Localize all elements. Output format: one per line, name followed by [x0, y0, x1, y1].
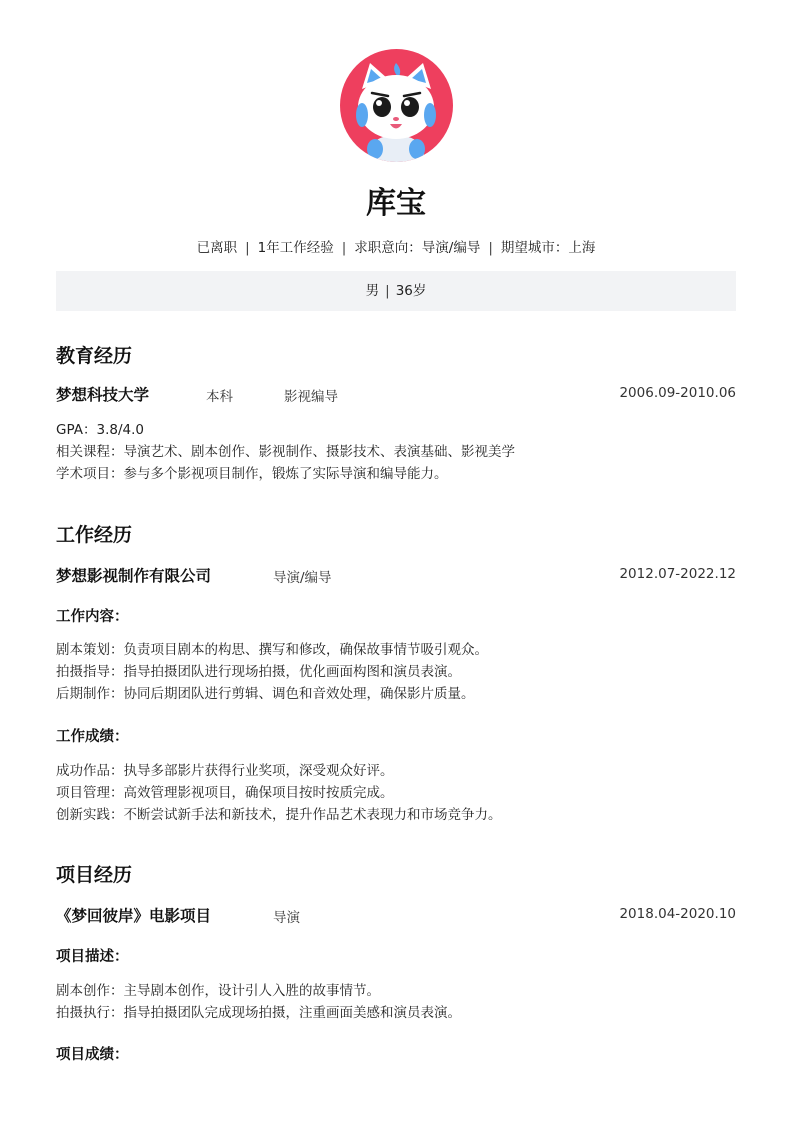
list-item: 成功作品：执导多部影片获得行业奖项，深受观众好评。 [56, 763, 394, 779]
project-desc-list [56, 980, 736, 1024]
employment-status: 已离职 [196, 240, 238, 256]
work-achievement-list [56, 760, 736, 826]
candidate-name: 库宝 [366, 186, 426, 221]
gpa-line: GPA：3.8/4.0 [56, 422, 144, 438]
school-name: 梦想科技大学 [56, 386, 150, 404]
separator: | [341, 240, 347, 256]
project-desc-title: 项目描述： [56, 949, 129, 965]
job-meta-line [0, 236, 792, 256]
work-experience: 1年工作经验 [257, 240, 334, 256]
education-section-title: 教育经历 [56, 345, 133, 367]
academic-project-line: 学术项目：参与多个影视项目制作，锻炼了实际导演和编导能力。 [56, 466, 448, 482]
avatar [340, 49, 453, 162]
project-entry [56, 904, 736, 926]
project-role: 导演 [273, 910, 300, 926]
list-item: 剧本策划：负责项目剧本的构思、撰写和修改，确保故事情节吸引观众。 [56, 642, 488, 658]
personal-info-bar [56, 271, 736, 311]
age: 36岁 [395, 283, 427, 299]
list-item: 项目管理：高效管理影视项目，确保项目按时按质完成。 [56, 785, 394, 801]
education-entry [56, 383, 736, 405]
separator: | [488, 240, 493, 256]
work-section-title: 工作经历 [56, 524, 133, 546]
work-entry [56, 564, 736, 586]
job-intention: 求职意向：导演/编导 [354, 240, 481, 256]
list-item: 后期制作：协同后期团队进行剪辑、调色和音效处理，确保影片质量。 [56, 686, 475, 702]
project-name: 《梦回彼岸》电影项目 [56, 907, 212, 925]
degree: 本科 [206, 389, 233, 405]
work-date: 2012.07-2022.12 [619, 566, 736, 582]
list-item: 拍摄指导：指导拍摄团队进行现场拍摄，优化画面构图和演员表演。 [56, 664, 461, 680]
education-date: 2006.09-2010.06 [619, 385, 736, 401]
work-role: 导演/编导 [273, 570, 332, 586]
work-content-title: 工作内容： [56, 609, 129, 625]
major: 影视编导 [284, 389, 338, 405]
cat-mascot-icon [340, 49, 453, 162]
list-item: 拍摄执行：指导拍摄团队完成现场拍摄，注重画面美感和演员表演。 [56, 1005, 461, 1021]
expected-city: 期望城市：上海 [500, 240, 596, 256]
project-section-title: 项目经历 [56, 864, 133, 886]
list-item: 剧本创作：主导剧本创作，设计引人入胜的故事情节。 [56, 983, 380, 999]
separator: | [245, 240, 250, 256]
courses-line: 相关课程：导演艺术、剧本创作、影视制作、摄影技术、表演基础、影视美学 [56, 444, 515, 460]
gender: 男 [365, 283, 380, 299]
project-date: 2018.04-2020.10 [619, 906, 736, 922]
separator: | [385, 283, 390, 299]
work-content-list [56, 639, 736, 705]
work-achievement-title: 工作成绩： [56, 729, 129, 745]
project-result-title: 项目成绩： [56, 1047, 129, 1063]
list-item: 创新实践：不断尝试新手法和新技术，提升作品艺术表现力和市场竞争力。 [56, 807, 502, 823]
company-name: 梦想影视制作有限公司 [56, 567, 212, 585]
education-details [56, 419, 736, 485]
